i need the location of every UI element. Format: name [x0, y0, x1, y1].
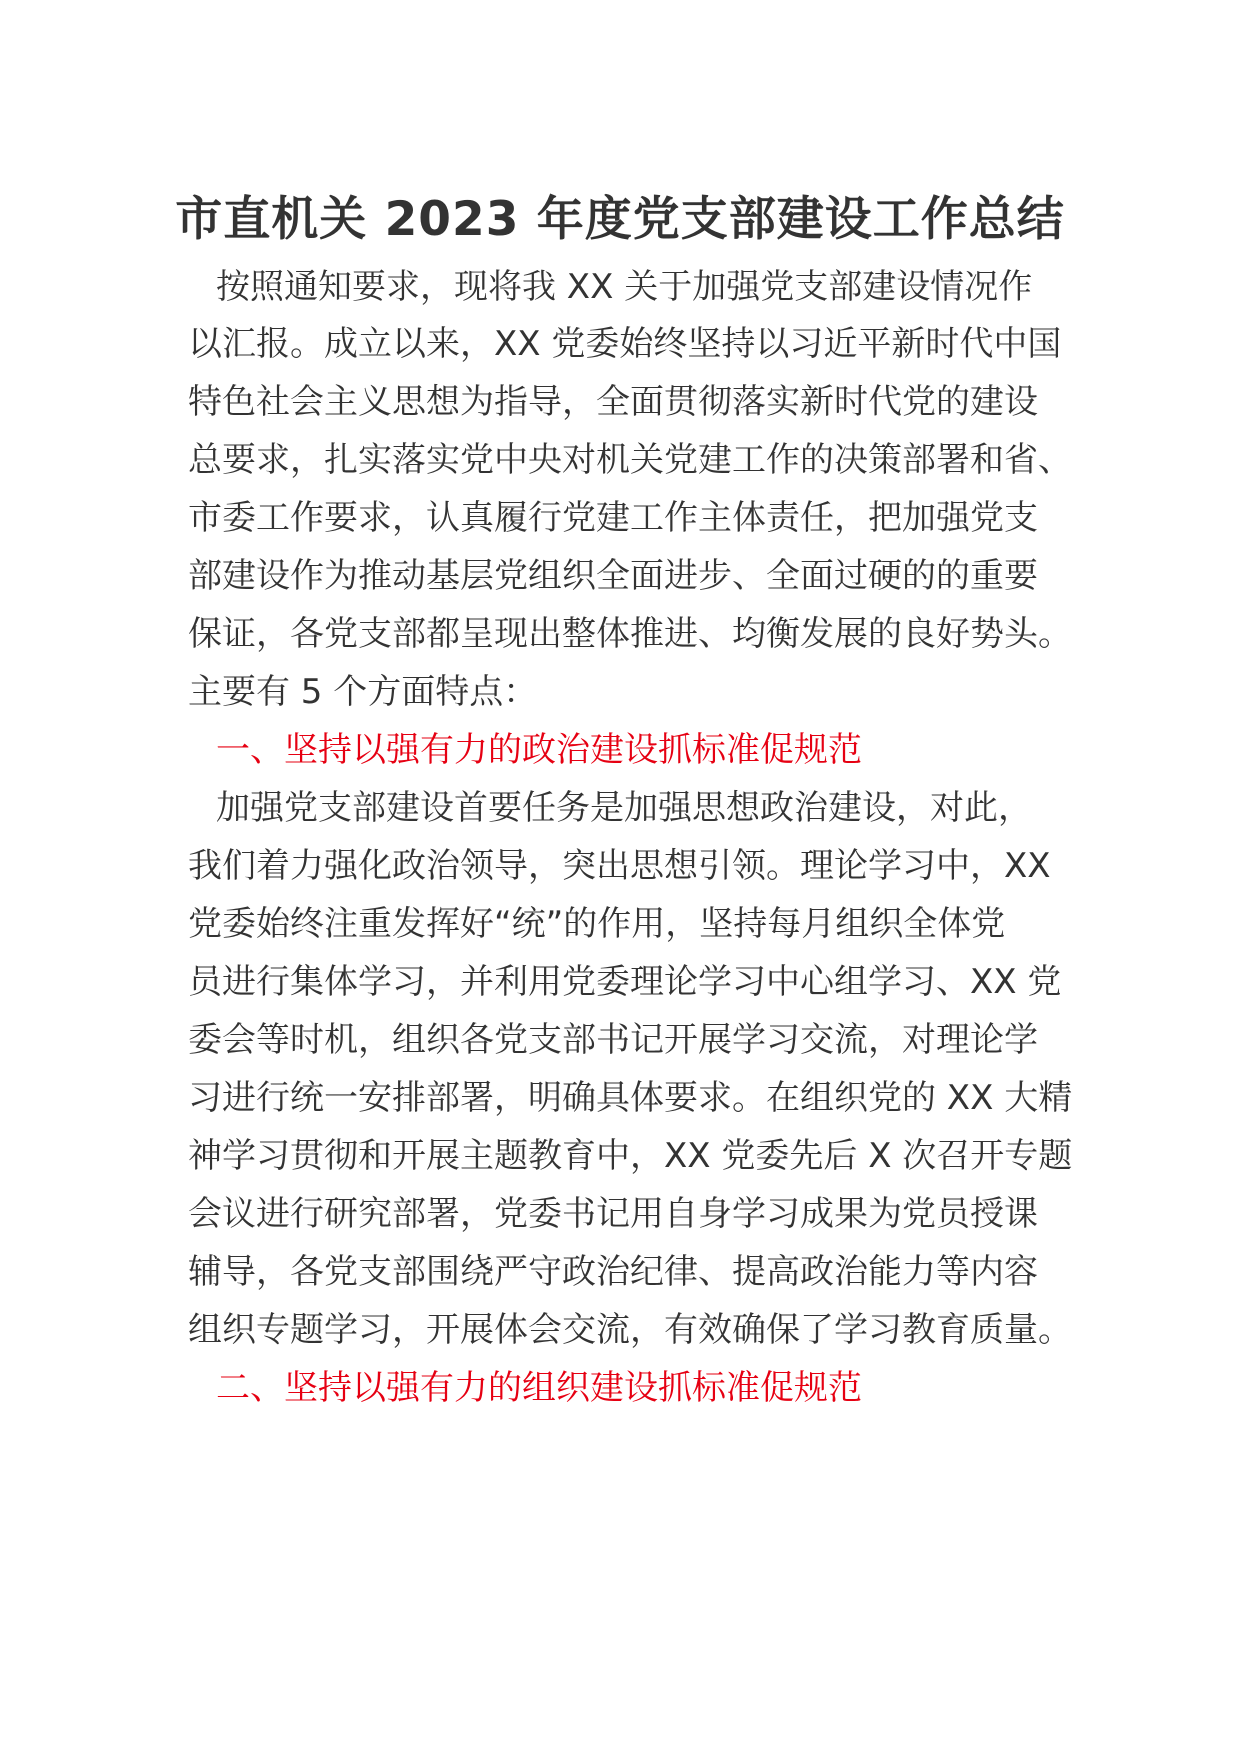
paragraph-2-line: 党委始终注重发挥好“统”的作用，坚持每月组织全体党 — [188, 904, 1006, 944]
paragraph-2-line: 委会等时机，组织各党支部书记开展学习交流，对理论学 — [188, 1020, 1038, 1060]
paragraph-1-line: 市委工作要求，认真履行党建工作主体责任，把加强党支 — [188, 498, 1038, 538]
paragraph-1-line: 总要求，扎实落实党中央对机关党建工作的决策部署和省、 — [188, 440, 1072, 480]
paragraph-1-line: 部建设作为推动基层党组织全面进步、全面过硬的的重要 — [188, 556, 1038, 596]
paragraph-1-line: 按照通知要求，现将我 XX 关于加强党支部建设情况作 — [216, 267, 1033, 307]
paragraph-1-line: 保证，各党支部都呈现出整体推进、均衡发展的良好势头。 — [188, 614, 1072, 654]
paragraph-2-line: 习进行统一安排部署，明确具体要求。在组织党的 XX 大精 — [188, 1078, 1073, 1118]
paragraph-2-line: 神学习贯彻和开展主题教育中，XX 党委先后 X 次召开专题 — [188, 1136, 1073, 1176]
document-title: 市直机关 2023 年度党支部建设工作总结 — [175, 192, 1065, 247]
paragraph-1-line: 主要有 5 个方面特点： — [188, 672, 538, 712]
section-heading-2: 二、坚持以强有力的组织建设抓标准促规范 — [216, 1368, 862, 1408]
paragraph-2-line: 辅导，各党支部围绕严守政治纪律、提高政治能力等内容 — [188, 1252, 1038, 1292]
section-heading-1: 一、坚持以强有力的政治建设抓标准促规范 — [216, 730, 862, 770]
paragraph-1-line: 以汇报。成立以来，XX 党委始终坚持以习近平新时代中国 — [188, 324, 1062, 364]
paragraph-2-line: 我们着力强化政治领导，突出思想引领。理论学习中，XX — [188, 846, 1051, 886]
paragraph-2-line: 员进行集体学习，并利用党委理论学习中心组学习、XX 党 — [188, 962, 1062, 1002]
paragraph-2-line: 加强党支部建设首要任务是加强思想政治建设，对此， — [216, 788, 1032, 828]
paragraph-2-line: 组织专题学习，开展体会交流，有效确保了学习教育质量。 — [188, 1310, 1072, 1350]
paragraph-1-line: 特色社会主义思想为指导，全面贯彻落实新时代党的建设 — [188, 382, 1038, 422]
paragraph-2-line: 会议进行研究部署，党委书记用自身学习成果为党员授课 — [188, 1194, 1038, 1234]
